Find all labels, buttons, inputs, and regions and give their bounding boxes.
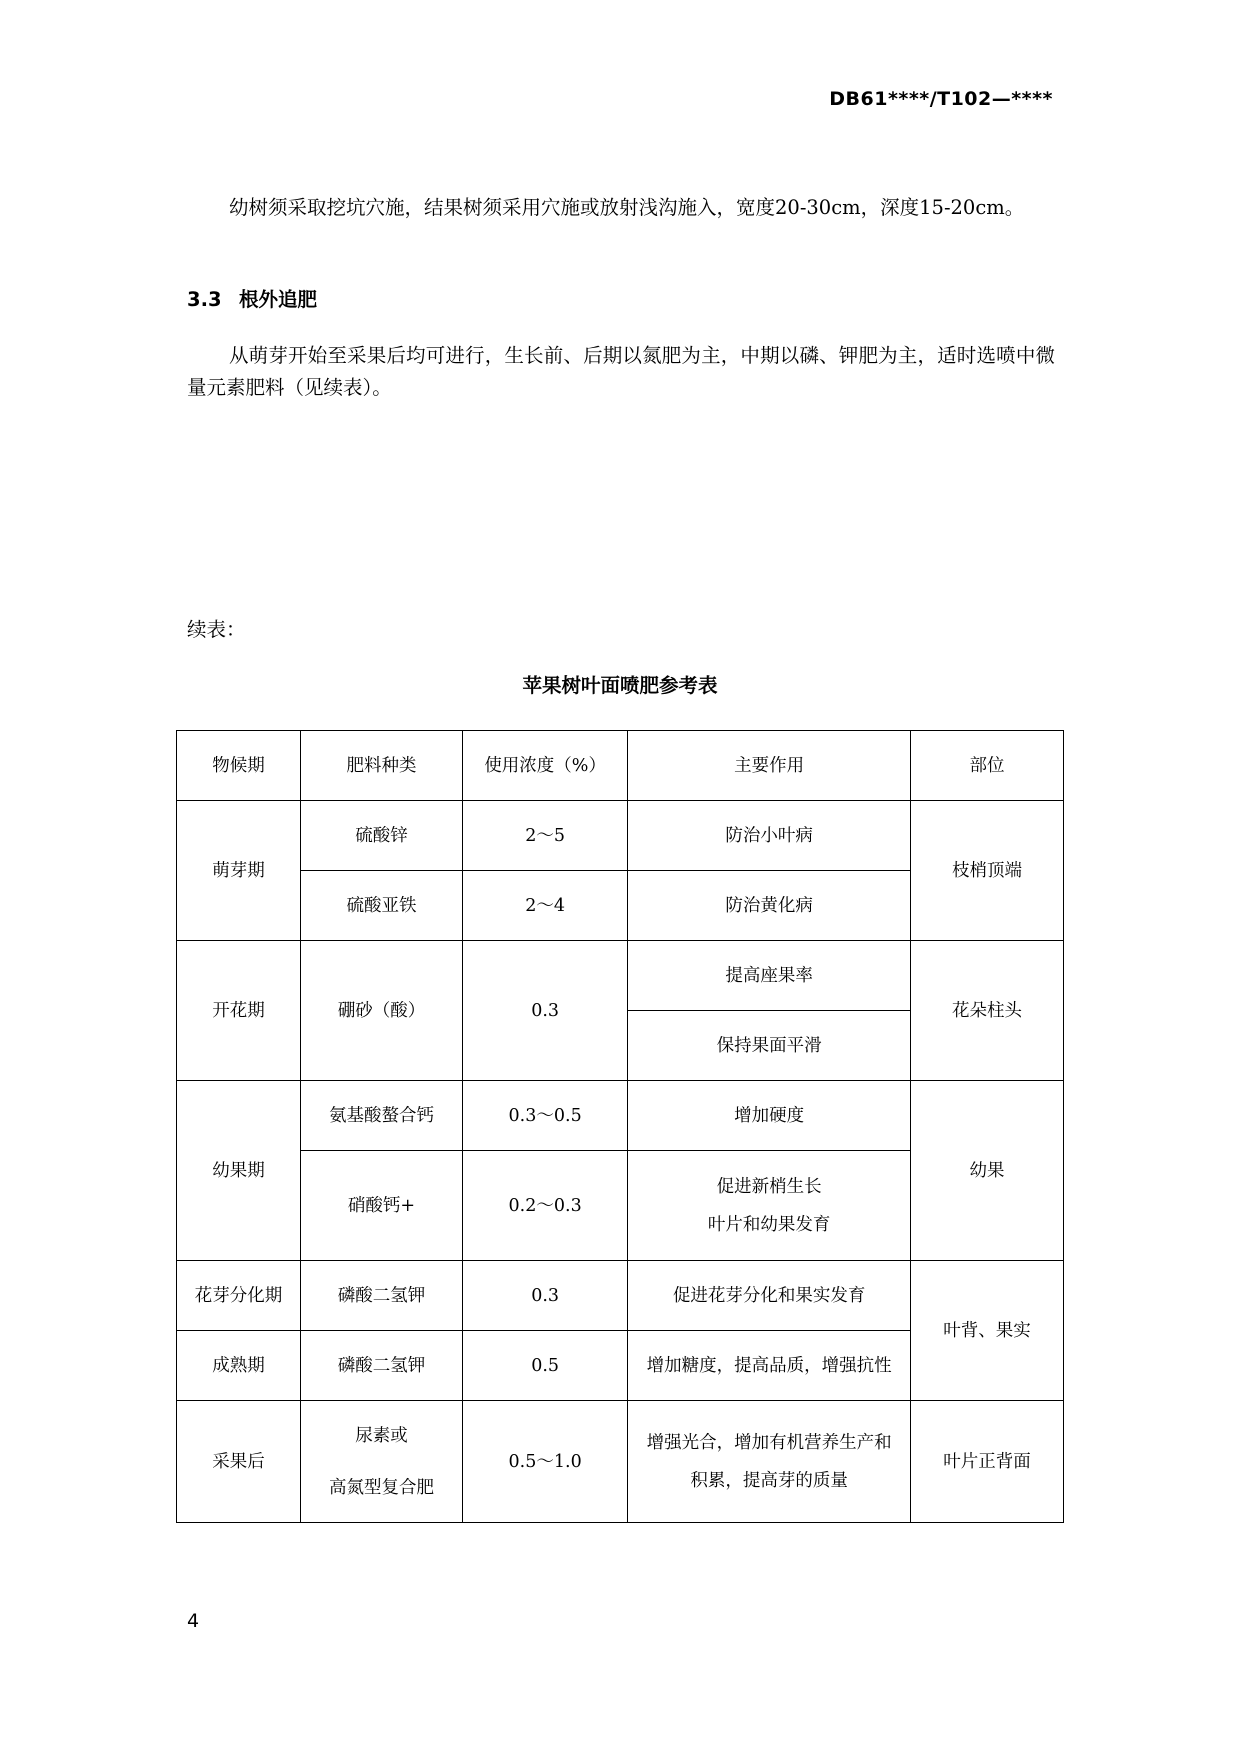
effect-cell: 防治黄化病 xyxy=(628,871,911,941)
paragraph-foliar-feeding: 从萌芽开始至采果后均可进行，生长前、后期以氮肥为主，中期以磷、钾肥为主，适时选喷中微量元素肥料（见续表）。 xyxy=(187,344,1055,399)
fertilizer-line: 尿素或 xyxy=(355,1425,408,1446)
header-cell: 物候期 xyxy=(177,731,301,801)
part-cell: 幼果 xyxy=(910,1081,1063,1261)
header-cell: 部位 xyxy=(910,731,1063,801)
phase-cell: 幼果期 xyxy=(177,1081,301,1261)
table-row xyxy=(177,1261,1064,1331)
fertilizer-cell: 硫酸锌 xyxy=(301,801,463,871)
effect-cell xyxy=(628,1151,911,1261)
concentration-cell: 0.3～0.5 xyxy=(462,1081,627,1151)
effect-line: 积累，提高芽的质量 xyxy=(690,1470,848,1491)
table-title: 苹果树叶面喷肥参考表 xyxy=(522,674,718,697)
effect-cell xyxy=(628,1401,911,1523)
phase-cell: 萌芽期 xyxy=(177,801,301,941)
table-row xyxy=(177,1401,1064,1523)
fertilizer-cell: 磷酸二氢钾 xyxy=(301,1331,463,1401)
concentration-cell: 0.3 xyxy=(462,941,627,1081)
concentration-cell: 2～5 xyxy=(462,801,627,871)
table-row xyxy=(177,941,1064,1011)
effect-line: 叶片和幼果发育 xyxy=(707,1214,831,1235)
section-title: 根外追肥 xyxy=(239,288,318,311)
section-heading xyxy=(187,284,317,312)
concentration-cell: 0.3 xyxy=(462,1261,627,1331)
table-row xyxy=(177,801,1064,871)
header-cell: 肥料种类 xyxy=(301,731,463,801)
effect-cell: 增加糖度，提高品质，增强抗性 xyxy=(628,1331,911,1401)
document-code: DB61****/T102—**** xyxy=(829,88,1053,110)
effect-cell: 防治小叶病 xyxy=(628,801,911,871)
phase-cell: 开花期 xyxy=(177,941,301,1081)
fertilizer-cell: 硫酸亚铁 xyxy=(301,871,463,941)
concentration-cell: 0.5 xyxy=(462,1331,627,1401)
part-cell: 叶片正背面 xyxy=(910,1401,1063,1523)
effect-line: 促进新梢生长 xyxy=(716,1176,822,1197)
page-number: 4 xyxy=(187,1610,200,1632)
effect-cell: 保持果面平滑 xyxy=(628,1011,911,1081)
effect-line: 增强光合，增加有机营养生产和 xyxy=(646,1432,892,1453)
concentration-cell: 0.5～1.0 xyxy=(462,1401,627,1523)
header-cell: 使用浓度（%） xyxy=(462,731,627,801)
concentration-cell: 2～4 xyxy=(462,871,627,941)
fertilizer-cell: 氨基酸螯合钙 xyxy=(301,1081,463,1151)
table-row xyxy=(177,1081,1064,1151)
part-cell: 花朵柱头 xyxy=(910,941,1063,1081)
effect-cell: 提高座果率 xyxy=(628,941,911,1011)
effect-cell: 增加硬度 xyxy=(628,1081,911,1151)
fertilizer-cell: 磷酸二氢钾 xyxy=(301,1261,463,1331)
fertilizer-cell xyxy=(301,1401,463,1523)
effect-cell: 促进花芽分化和果实发育 xyxy=(628,1261,911,1331)
foliar-fertilizer-table xyxy=(176,730,1064,1523)
table-header-row xyxy=(177,731,1064,801)
concentration-cell: 0.2～0.3 xyxy=(462,1151,627,1261)
fertilizer-cell: 硝酸钙+ xyxy=(301,1151,463,1261)
part-cell: 叶背、果实 xyxy=(910,1261,1063,1401)
phase-cell: 花芽分化期 xyxy=(177,1261,301,1331)
section-number: 3.3 xyxy=(187,288,222,311)
phase-cell: 采果后 xyxy=(177,1401,301,1523)
phase-cell: 成熟期 xyxy=(177,1331,301,1401)
part-cell: 枝梢顶端 xyxy=(910,801,1063,941)
paragraph-application-method: 幼树须采取挖坑穴施，结果树须采用穴施或放射浅沟施入，宽度20-30cm，深度15-20cm。 xyxy=(229,196,1025,219)
fertilizer-line: 高氮型复合肥 xyxy=(328,1477,434,1498)
fertilizer-cell: 硼砂（酸） xyxy=(301,941,463,1081)
continued-table-label: 续表： xyxy=(187,618,246,641)
header-cell: 主要作用 xyxy=(628,731,911,801)
